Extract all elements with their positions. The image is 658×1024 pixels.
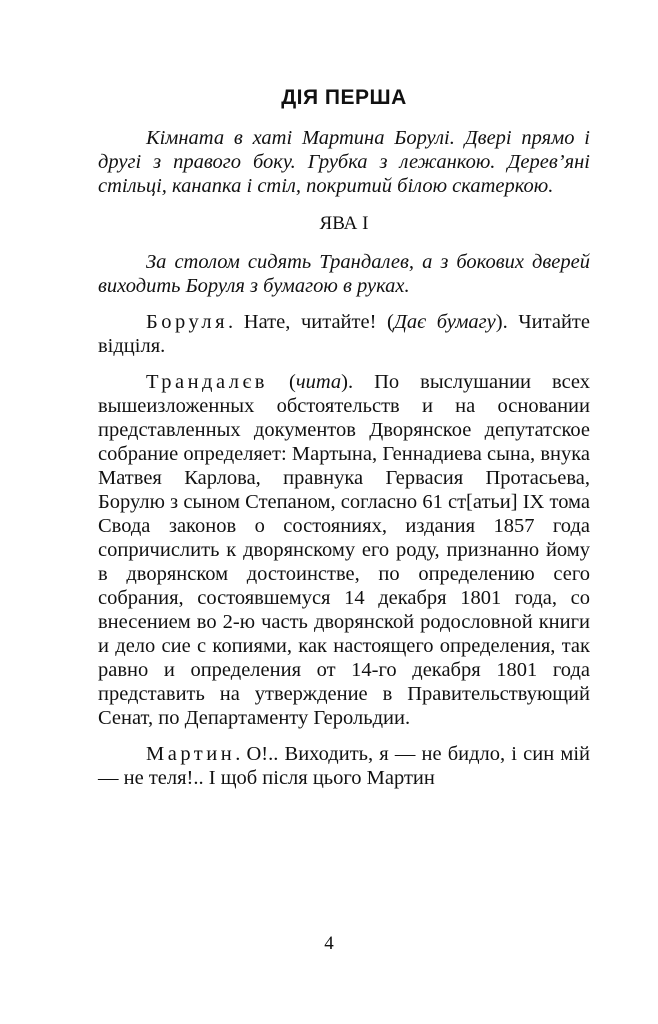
dialogue-text: . О!.. Виходить, я — не бидло, і син мій — не теля!.. І щоб після цього Мартин: [98, 743, 590, 789]
dialogue-line-trandalev: [98, 370, 590, 730]
speaker-name: Трандалєв: [146, 371, 268, 393]
intro-stage-direction: Кімната в хаті Мартина Борулі. Двері прямо і другі з правого боку. Грубка з лежанкою. Дерев’яні стільці, канапка і стіл, покритий білою скатеркою.: [98, 127, 590, 197]
dialogue-text: ). По выслушании всех вышеизложенных обстоятельств и на основании представленных документов Дворянское депутатское собрание определяет: Мартына, Геннадиева сына, внука Матвея Карлова, правнука Гервасия Протасьева, Борулю з сыном Степаном, согласно 61 ст[атьи] IX тома Свода законов о состояниях, издания 1857 года сопричислить к дворянскому его роду, признанно йому в дворянском достоинстве, по определению сего собрания, состоявшемуся 14 декабря 1801 года, со внесением во 2-ю часть дворянской родословной книги и дело сие с копиями, как настоящего определения, так равно и определения от 14-го декабря 1801 года представить на утверждение в Правительствующий Сенат, по Департаменту Герольдии.: [98, 371, 591, 729]
dialogue-text: (: [267, 371, 296, 393]
scene-title: ЯВА І: [319, 213, 369, 234]
speaker-name: Мартин: [146, 743, 236, 765]
scene-stage-direction: За столом сидять Трандалев, а з бокових дверей виходить Боруля з бумагою в руках.: [98, 251, 590, 297]
dialogue-text: ). Читайте відціля.: [98, 311, 590, 357]
page-number: 4: [324, 933, 334, 954]
inline-stage-direction: чита: [295, 371, 342, 393]
dialogue-line-borulia: [98, 310, 590, 358]
book-page: [98, 84, 590, 790]
dialogue-line-martyn: [98, 742, 590, 790]
act-title: ДІЯ ПЕРША: [281, 86, 407, 109]
inline-stage-direction: Дає бумагу: [393, 311, 496, 333]
speaker-name: Боруля: [146, 311, 229, 333]
dialogue-text: . Нате, читайте! (: [228, 311, 394, 333]
